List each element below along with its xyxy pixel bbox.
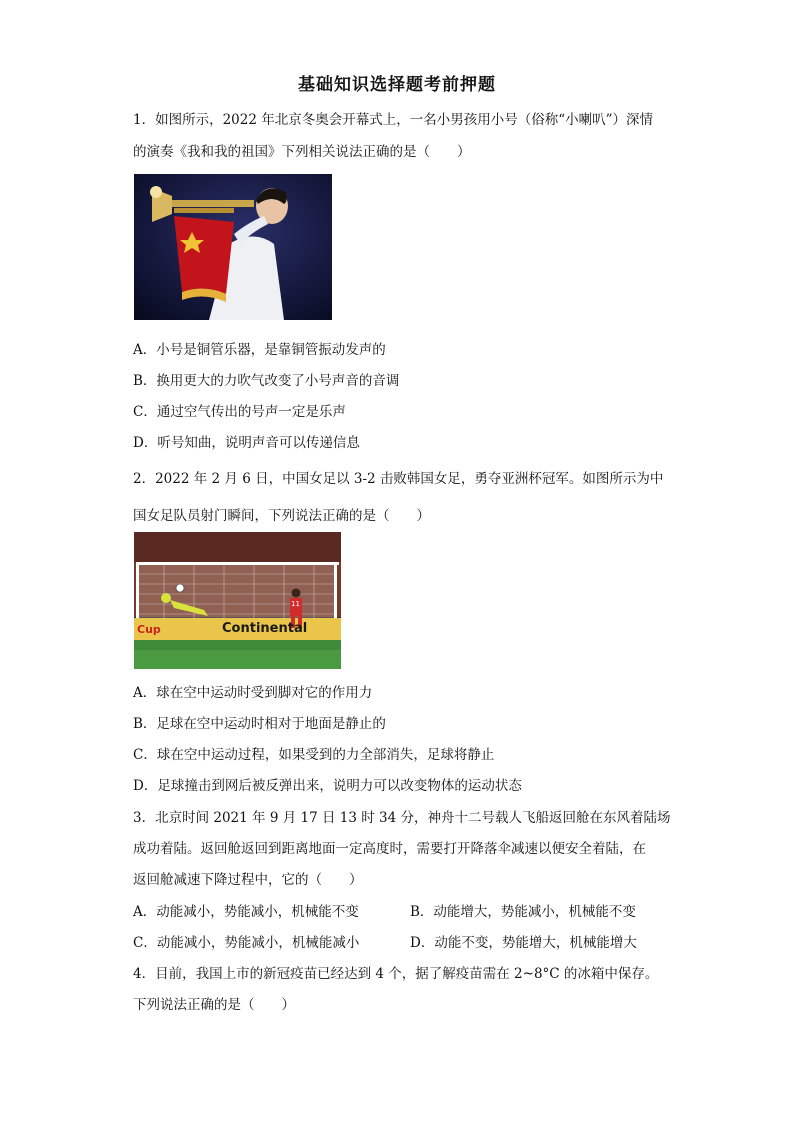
soccer-goal-photo [134,532,341,669]
q3-stem-line3: 返回舱减速下降过程中，它的（ ） [133,872,363,888]
ad-board-brand-text: Continental [222,621,308,636]
q3-option-b[interactable]: B．动能增大，势能减小，机械能不变 [410,904,636,920]
q4-stem-line1: 4．目前，我国上市的新冠疫苗已经达到 4 个，据了解疫苗需在 2~8°C 的冰箱中保存。 [133,966,659,982]
q4-stem-line2: 下列说法正确的是（ ） [133,997,295,1013]
q2-option-b[interactable]: B．足球在空中运动时相对于地面是静止的 [133,716,386,732]
q2-stem-line2: 国女足队员射门瞬间，下列说法正确的是（ ） [133,508,430,524]
player-number: 11 [291,600,300,608]
q3-stem-line1: 3．北京时间 2021 年 9 月 17 日 13 时 34 分，神舟十二号载人飞船返回舱在东风着陆场 [133,810,671,826]
q3-option-d[interactable]: D．动能不变，势能增大，机械能增大 [410,935,637,951]
q2-option-d[interactable]: D．足球撞击到网后被反弹出来，说明力可以改变物体的运动状态 [133,778,522,794]
q1-stem-line1: 1．如图所示，2022 年北京冬奥会开幕式上，一名小男孩用小号（俗称“小喇叭”）深情 [133,112,654,128]
trumpet-boy-illustration [134,174,332,320]
q1-stem-line2: 的演奏《我和我的祖国》下列相关说法正确的是（ ） [133,144,471,160]
q1-option-c[interactable]: C．通过空气传出的号声一定是乐声 [133,404,346,420]
q1-option-b[interactable]: B．换用更大的力吹气改变了小号声音的音调 [133,373,400,389]
q3-stem-line2: 成功着陆。返回舱返回到距离地面一定高度时，需要打开降落伞减速以便安全着陆，在 [133,841,646,857]
ad-board-cup-text: Cup [137,623,161,636]
trumpet-boy-photo [134,174,332,320]
q2-stem-line1: 2．2022 年 2 月 6 日，中国女足以 3-2 击败韩国女足，勇夺亚洲杯冠军。如图所示为中 [133,471,664,487]
q3-option-c[interactable]: C．动能减小，势能减小，机械能减小 [133,935,360,951]
q2-option-c[interactable]: C．球在空中运动过程，如果受到的力全部消失，足球将静止 [133,747,495,763]
page-title: 基础知识选择题考前押题 [298,75,496,95]
q3-option-a[interactable]: A．动能减小，势能减小，机械能不变 [133,904,359,920]
q1-option-a[interactable]: A．小号是铜管乐器，是靠铜管振动发声的 [133,342,386,358]
soccer-goal-illustration [134,532,341,669]
q1-option-d[interactable]: D．听号知曲，说明声音可以传递信息 [133,435,360,451]
q2-option-a[interactable]: A．球在空中运动时受到脚对它的作用力 [133,685,373,701]
